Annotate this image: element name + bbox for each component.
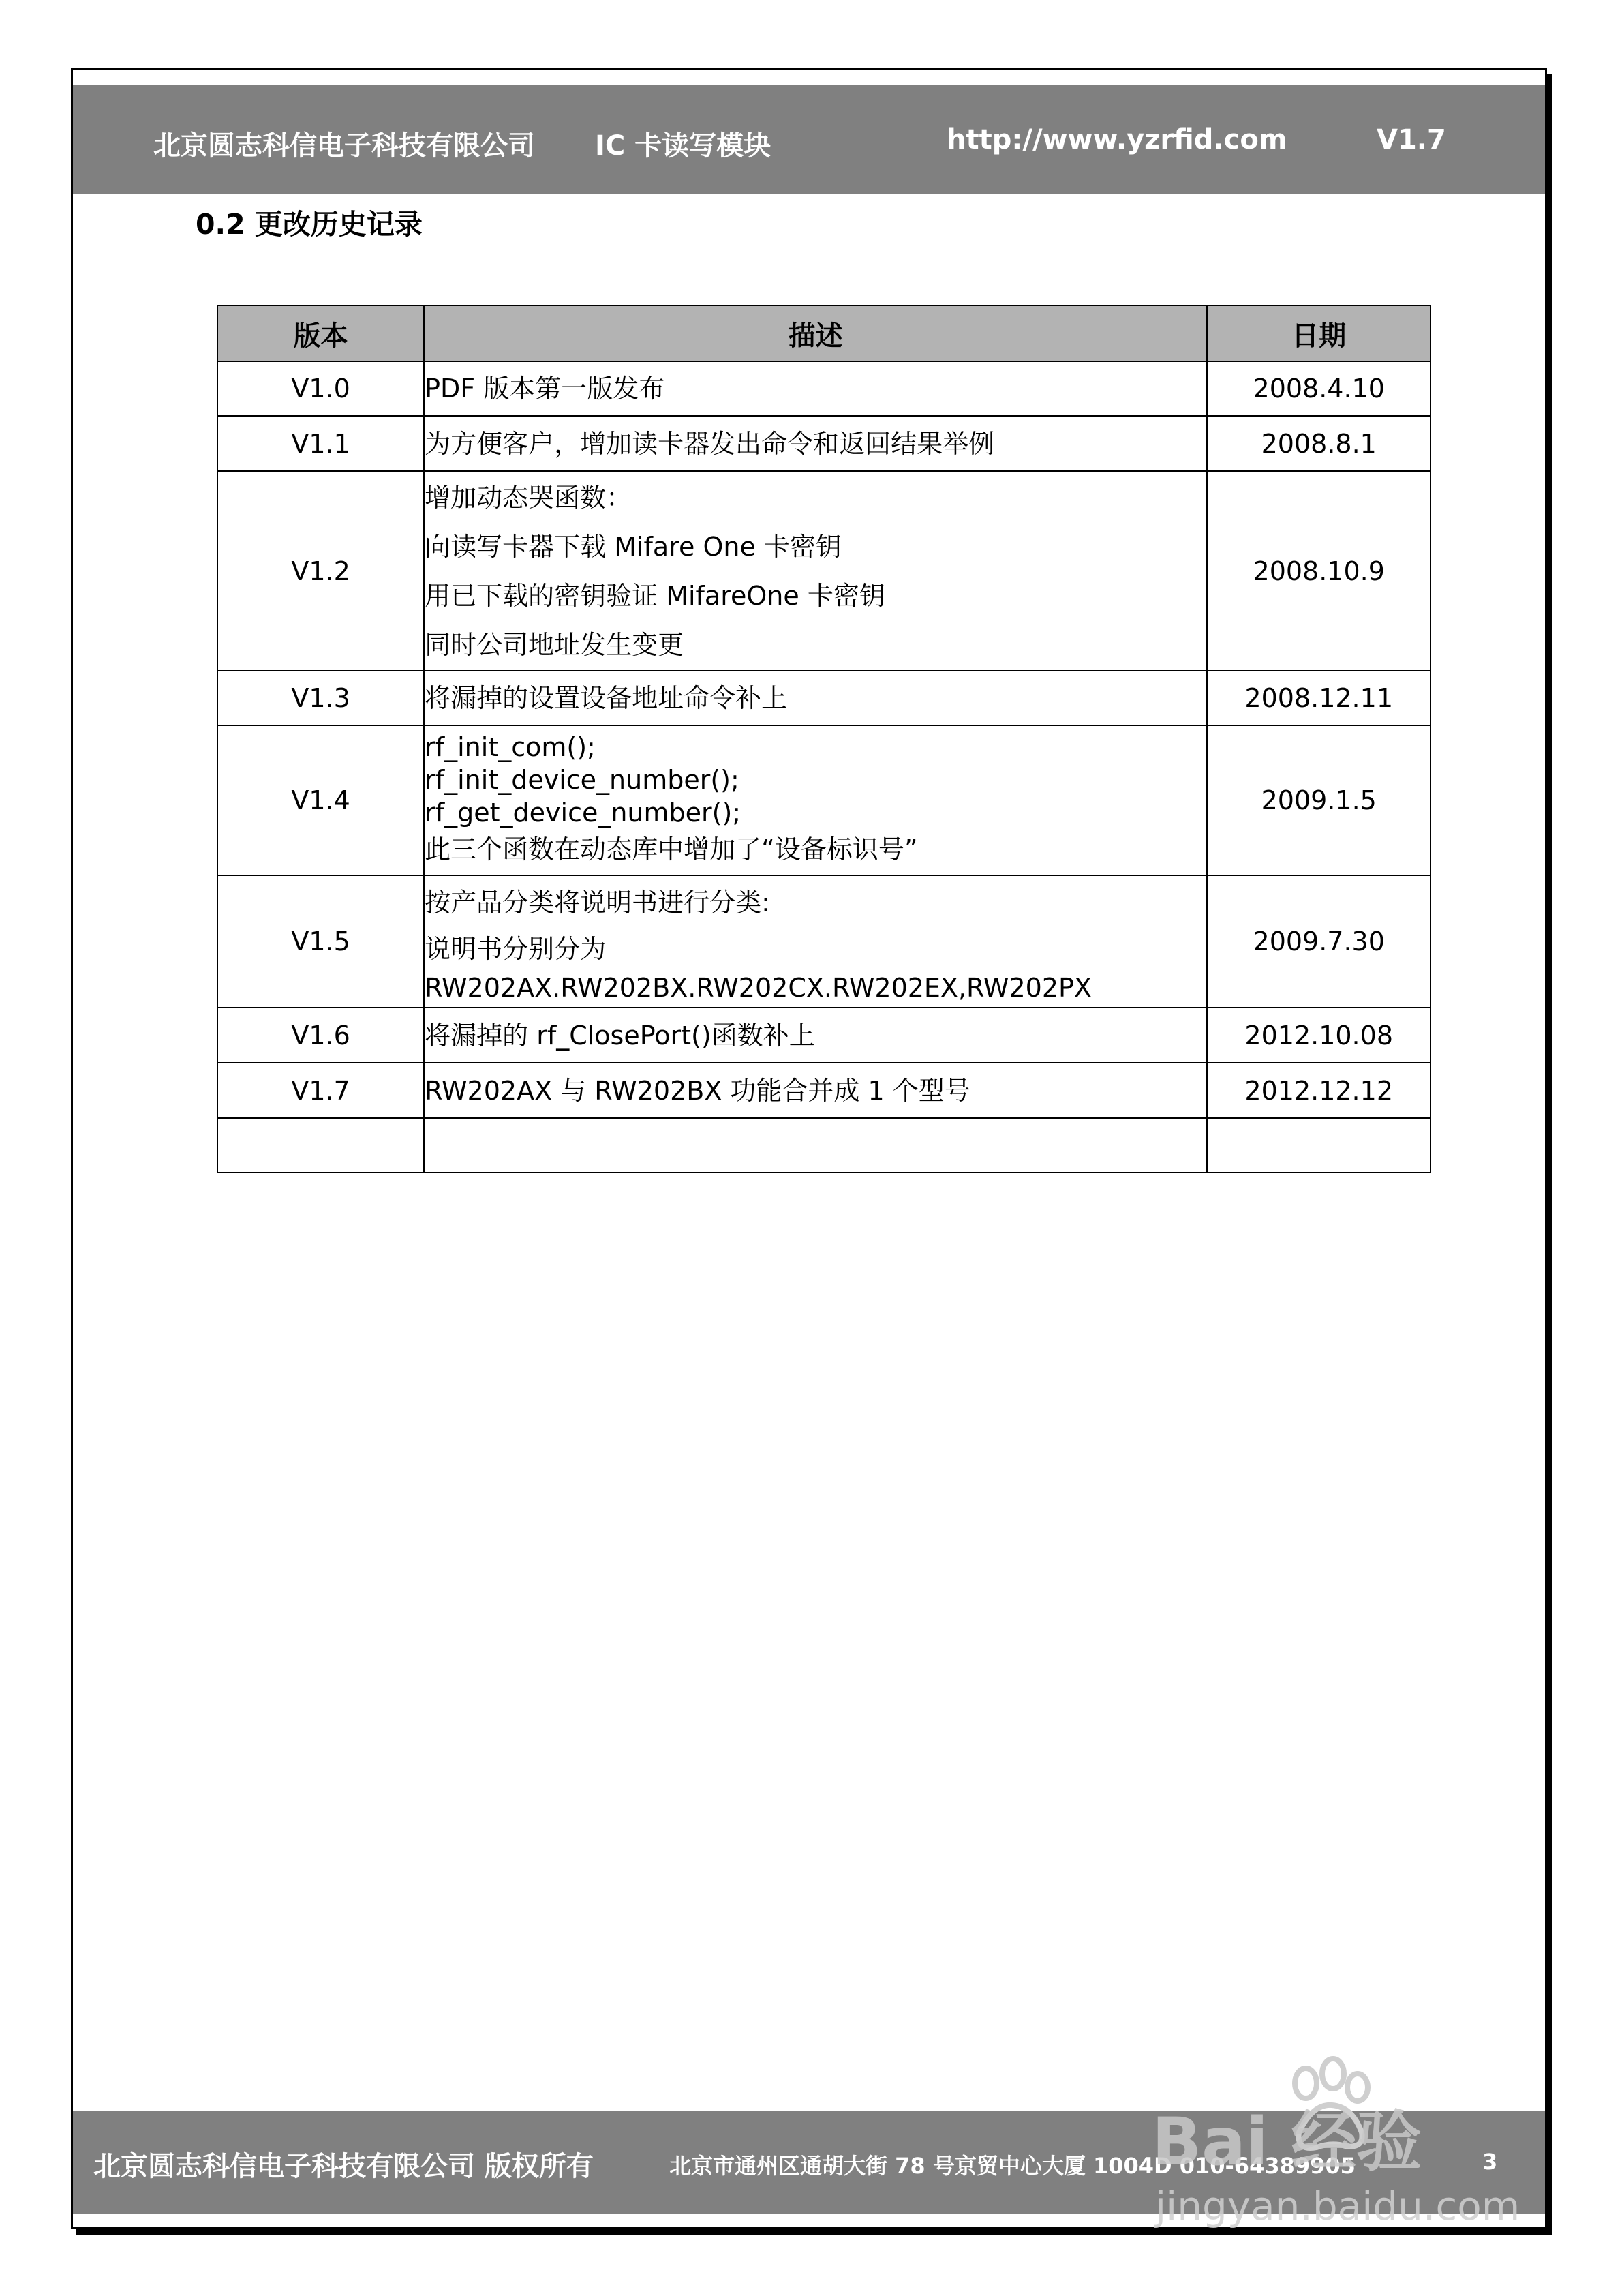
table-header-row xyxy=(217,305,1430,361)
description-line: PDF 版本第一版发布 xyxy=(425,374,665,404)
description-line: 说明书分别分为 xyxy=(425,934,607,964)
description-line: 此三个函数在动态库中增加了“设备标识号” xyxy=(425,834,918,864)
footer-address: 北京市通州区通胡大街 78 号京贸中心大厦 1004D 010-64389905 xyxy=(669,2153,1356,2179)
table-row-empty xyxy=(217,1118,1430,1173)
description-line: 为方便客户，增加读卡器发出命令和返回结果举例 xyxy=(425,428,995,459)
cell-description xyxy=(424,1008,1207,1063)
description-line: 按产品分类将说明书进行分类: xyxy=(425,888,770,918)
table-row xyxy=(217,1008,1430,1063)
description-line: 向读写卡器下载 Mifare One 卡密钥 xyxy=(425,531,842,562)
table-row xyxy=(217,416,1430,471)
description-line: rf_get_device_number(); xyxy=(425,798,741,828)
column-header-version: 版本 xyxy=(217,305,424,361)
cell-version: V1.5 xyxy=(217,875,424,1008)
cell-version xyxy=(217,1118,424,1173)
cell-description xyxy=(424,671,1207,725)
cell-description xyxy=(424,875,1207,1008)
cell-version: V1.4 xyxy=(217,725,424,875)
table-row xyxy=(217,875,1430,1008)
cell-description xyxy=(424,416,1207,471)
cell-date: 2008.12.11 xyxy=(1207,671,1430,725)
table-row xyxy=(217,361,1430,416)
header-version: V1.7 xyxy=(1377,124,1446,155)
cell-version: V1.6 xyxy=(217,1008,424,1063)
cell-date: 2009.7.30 xyxy=(1207,875,1430,1008)
cell-date: 2012.10.08 xyxy=(1207,1008,1430,1063)
cell-version: V1.2 xyxy=(217,471,424,671)
description-line: 用已下载的密钥验证 MifareOne 卡密钥 xyxy=(425,580,885,611)
header-url[interactable]: http://www.yzrfid.com xyxy=(947,124,1287,155)
table-row xyxy=(217,471,1430,671)
footer-copyright: 北京圆志科信电子科技有限公司 版权所有 xyxy=(93,2151,594,2182)
cell-date: 2012.12.12 xyxy=(1207,1063,1430,1118)
section-title: 0.2 更改历史记录 xyxy=(196,208,423,241)
description-line: RW202AX.RW202BX.RW202CX.RW202EX,RW202PX xyxy=(425,973,1092,1003)
cell-date: 2008.8.1 xyxy=(1207,416,1430,471)
cell-description xyxy=(424,1118,1207,1173)
cell-description xyxy=(424,1063,1207,1118)
description-line: 将漏掉的 rf_ClosePort()函数补上 xyxy=(425,1020,815,1051)
cell-description xyxy=(424,471,1207,671)
header-company: 北京圆志科信电子科技有限公司 xyxy=(153,130,535,162)
cell-date: 2009.1.5 xyxy=(1207,725,1430,875)
change-history-table xyxy=(217,305,1431,1173)
page-header xyxy=(73,85,1545,194)
cell-date xyxy=(1207,1118,1430,1173)
description-line: rf_init_com(); xyxy=(425,732,596,762)
cell-description xyxy=(424,725,1207,875)
column-header-date: 日期 xyxy=(1207,305,1430,361)
cell-version: V1.0 xyxy=(217,361,424,416)
cell-version: V1.7 xyxy=(217,1063,424,1118)
column-header-description: 描述 xyxy=(424,305,1207,361)
description-line: RW202AX 与 RW202BX 功能合并成 1 个型号 xyxy=(425,1075,970,1106)
table-row xyxy=(217,1063,1430,1118)
description-line: 将漏掉的设置设备地址命令补上 xyxy=(425,683,788,713)
baidu-jingyan-watermark xyxy=(1152,2049,1533,2254)
cell-description xyxy=(424,361,1207,416)
description-line: 同时公司地址发生变更 xyxy=(425,629,684,660)
watermark-site: jingyan.baidu.com xyxy=(1155,2183,1520,2229)
description-line: 增加动态哭函数： xyxy=(425,482,632,513)
header-product: IC 卡读写模块 xyxy=(595,130,771,162)
table-row xyxy=(217,671,1430,725)
description-line: rf_init_device_number(); xyxy=(425,765,739,795)
cell-version: V1.1 xyxy=(217,416,424,471)
cell-date: 2008.4.10 xyxy=(1207,361,1430,416)
table-row xyxy=(217,725,1430,875)
cell-date: 2008.10.9 xyxy=(1207,471,1430,671)
watermark-brand: Bai 经验 xyxy=(1152,2104,1422,2180)
cell-version: V1.3 xyxy=(217,671,424,725)
page-number: 3 xyxy=(1482,2149,1498,2175)
